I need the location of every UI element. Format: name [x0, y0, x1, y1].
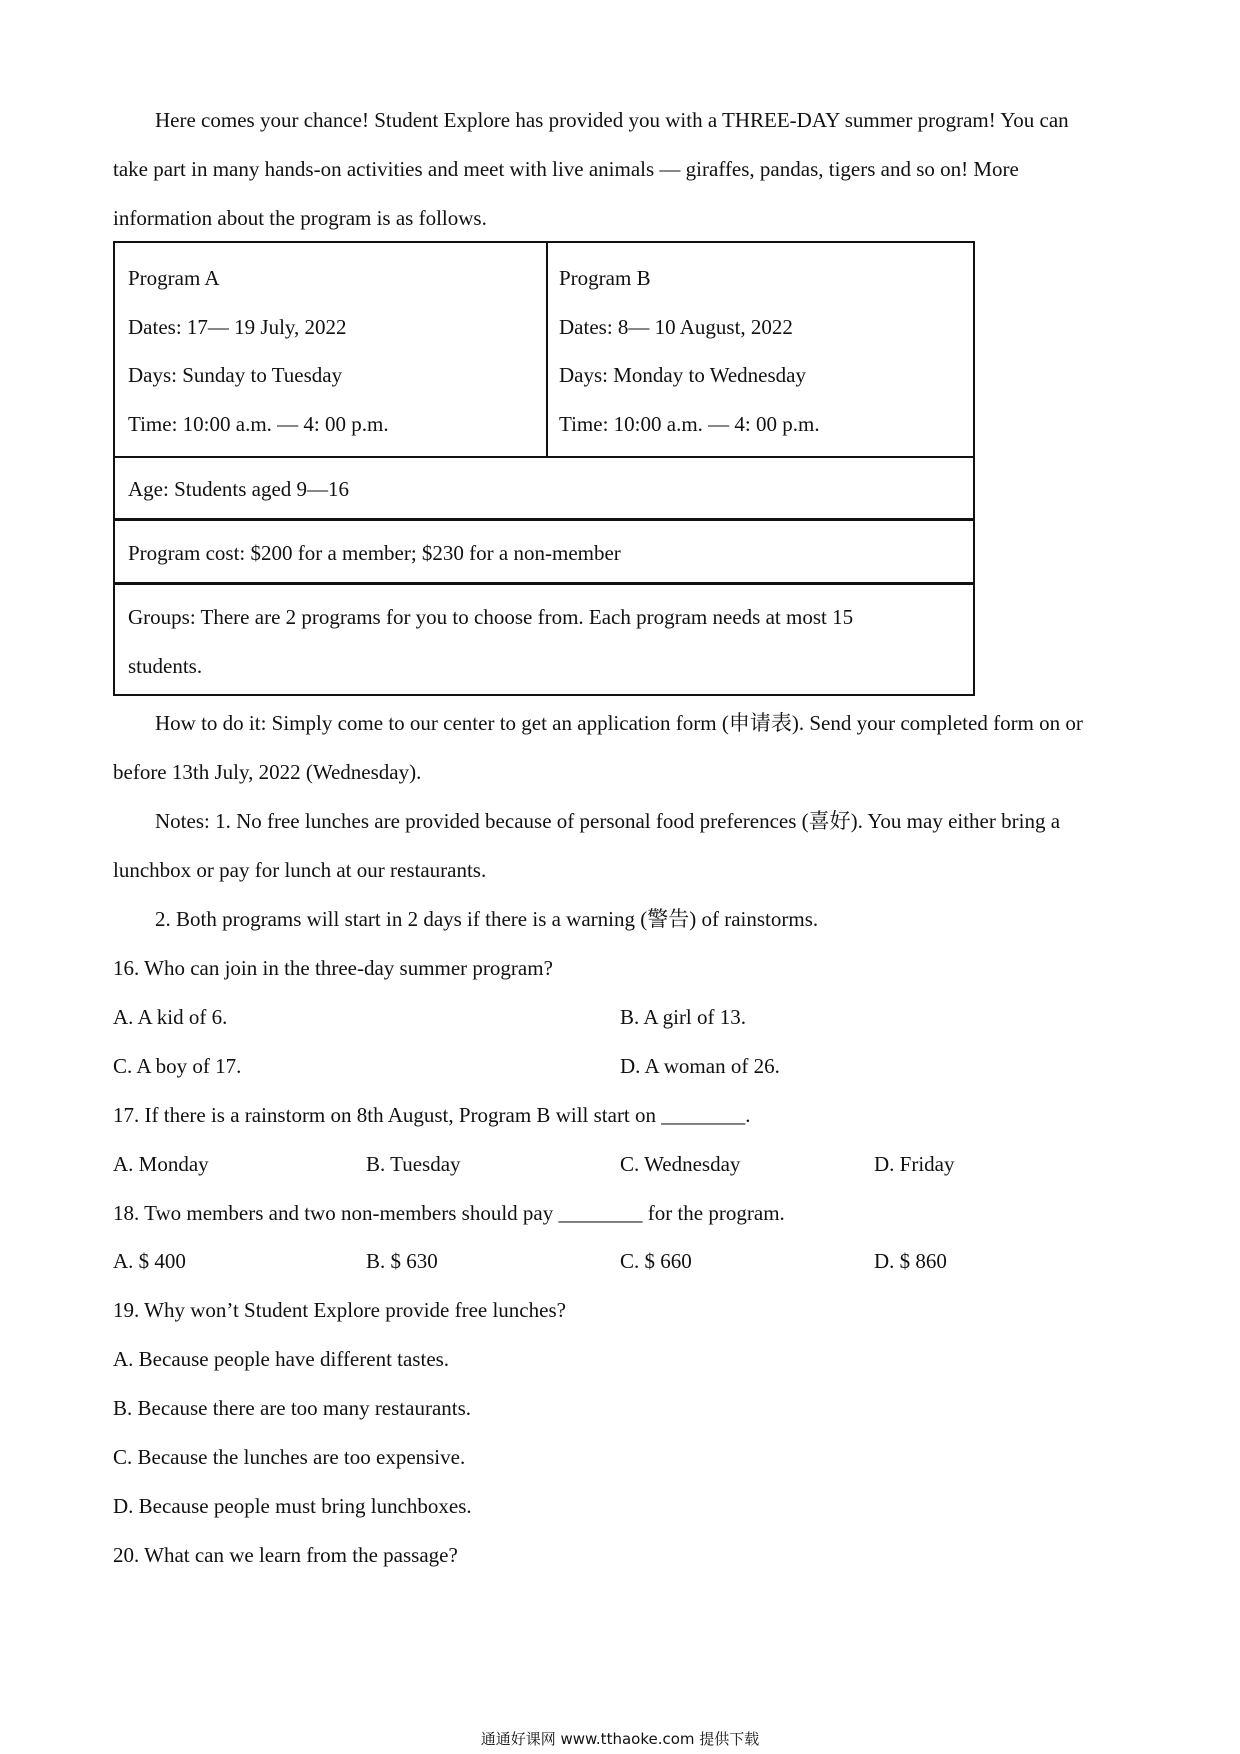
question-19-option-c: C. Because the lunches are too expensive.	[113, 1445, 466, 1469]
question-18-option-b: B. $ 630	[366, 1249, 438, 1273]
question-19-option-d: D. Because people must bring lunchboxes.	[113, 1494, 472, 1518]
question-19-option-b: B. Because there are too many restaurants.	[113, 1396, 472, 1420]
question-19-stem: 19. Why won’t Student Explore provide free lunches?	[113, 1298, 566, 1322]
question-18-stem: 18. Two members and two non-members should pay ________ for the program.	[113, 1201, 785, 1225]
age-text: Age: Students aged 9—16	[128, 477, 350, 501]
question-17-option-d: D. Friday	[874, 1152, 955, 1176]
program-a-time: Time: 10:00 a.m. — 4: 00 p.m.	[128, 412, 389, 436]
notes-line-2: lunchbox or pay for lunch at our restaurants.	[113, 858, 487, 882]
question-19-option-a: A. Because people have different tastes.	[113, 1347, 450, 1371]
cost-row	[113, 519, 975, 584]
program-a-days: Days: Sunday to Tuesday	[128, 363, 343, 387]
question-16-option-a: A. A kid of 6.	[113, 1005, 228, 1029]
groups-text-line-1: Groups: There are 2 programs for you to choose from. Each program needs at most 15	[128, 605, 854, 629]
question-18-option-a: A. $ 400	[113, 1249, 186, 1273]
question-16-option-d: D. A woman of 26.	[620, 1054, 780, 1078]
question-16-stem: 16. Who can join in the three-day summer program?	[113, 956, 553, 980]
question-18-option-d: D. $ 860	[874, 1249, 947, 1273]
age-row	[113, 456, 975, 520]
intro-line-3: information about the program is as follows.	[113, 206, 487, 230]
question-20-stem: 20. What can we learn from the passage?	[113, 1543, 458, 1567]
how-to-line-2: before 13th July, 2022 (Wednesday).	[113, 760, 422, 784]
question-17-option-a: A. Monday	[113, 1152, 209, 1176]
program-table-top	[113, 241, 975, 458]
how-to-line-1: How to do it: Simply come to our center to get an application form (申请表). Send your completed form on or	[155, 711, 1083, 735]
program-a-title: Program A	[128, 266, 220, 290]
program-b-dates: Dates: 8— 10 August, 2022	[559, 315, 793, 339]
question-16-option-c: C. A boy of 17.	[113, 1054, 242, 1078]
question-17-stem: 17. If there is a rainstorm on 8th August, Program B will start on ________.	[113, 1103, 751, 1127]
groups-text-line-2: students.	[128, 654, 203, 678]
column-divider	[546, 243, 548, 456]
program-a-dates: Dates: 17— 19 July, 2022	[128, 315, 347, 339]
program-b-days: Days: Monday to Wednesday	[559, 363, 806, 387]
question-17-option-c: C. Wednesday	[620, 1152, 741, 1176]
program-b-time: Time: 10:00 a.m. — 4: 00 p.m.	[559, 412, 820, 436]
intro-line-1: Here comes your chance! Student Explore has provided you with a THREE-DAY summer program! You can	[155, 108, 1069, 132]
question-18-option-c: C. $ 660	[620, 1249, 692, 1273]
intro-line-2: take part in many hands-on activities and meet with live animals — giraffes, pandas, tigers and so on! More	[113, 157, 1019, 181]
program-b-title: Program B	[559, 266, 651, 290]
question-16-option-b: B. A girl of 13.	[620, 1005, 747, 1029]
cost-text: Program cost: $200 for a member; $230 for a non-member	[128, 541, 621, 565]
page-footer: 通通好课网 www.tthaoke.com 提供下载	[480, 1730, 760, 1748]
groups-row	[113, 583, 975, 696]
question-17-option-b: B. Tuesday	[366, 1152, 461, 1176]
notes-line-1: Notes: 1. No free lunches are provided because of personal food preferences (喜好). You may either bring a	[155, 809, 1061, 833]
notes-line-3: 2. Both programs will start in 2 days if there is a warning (警告) of rainstorms.	[155, 907, 819, 931]
